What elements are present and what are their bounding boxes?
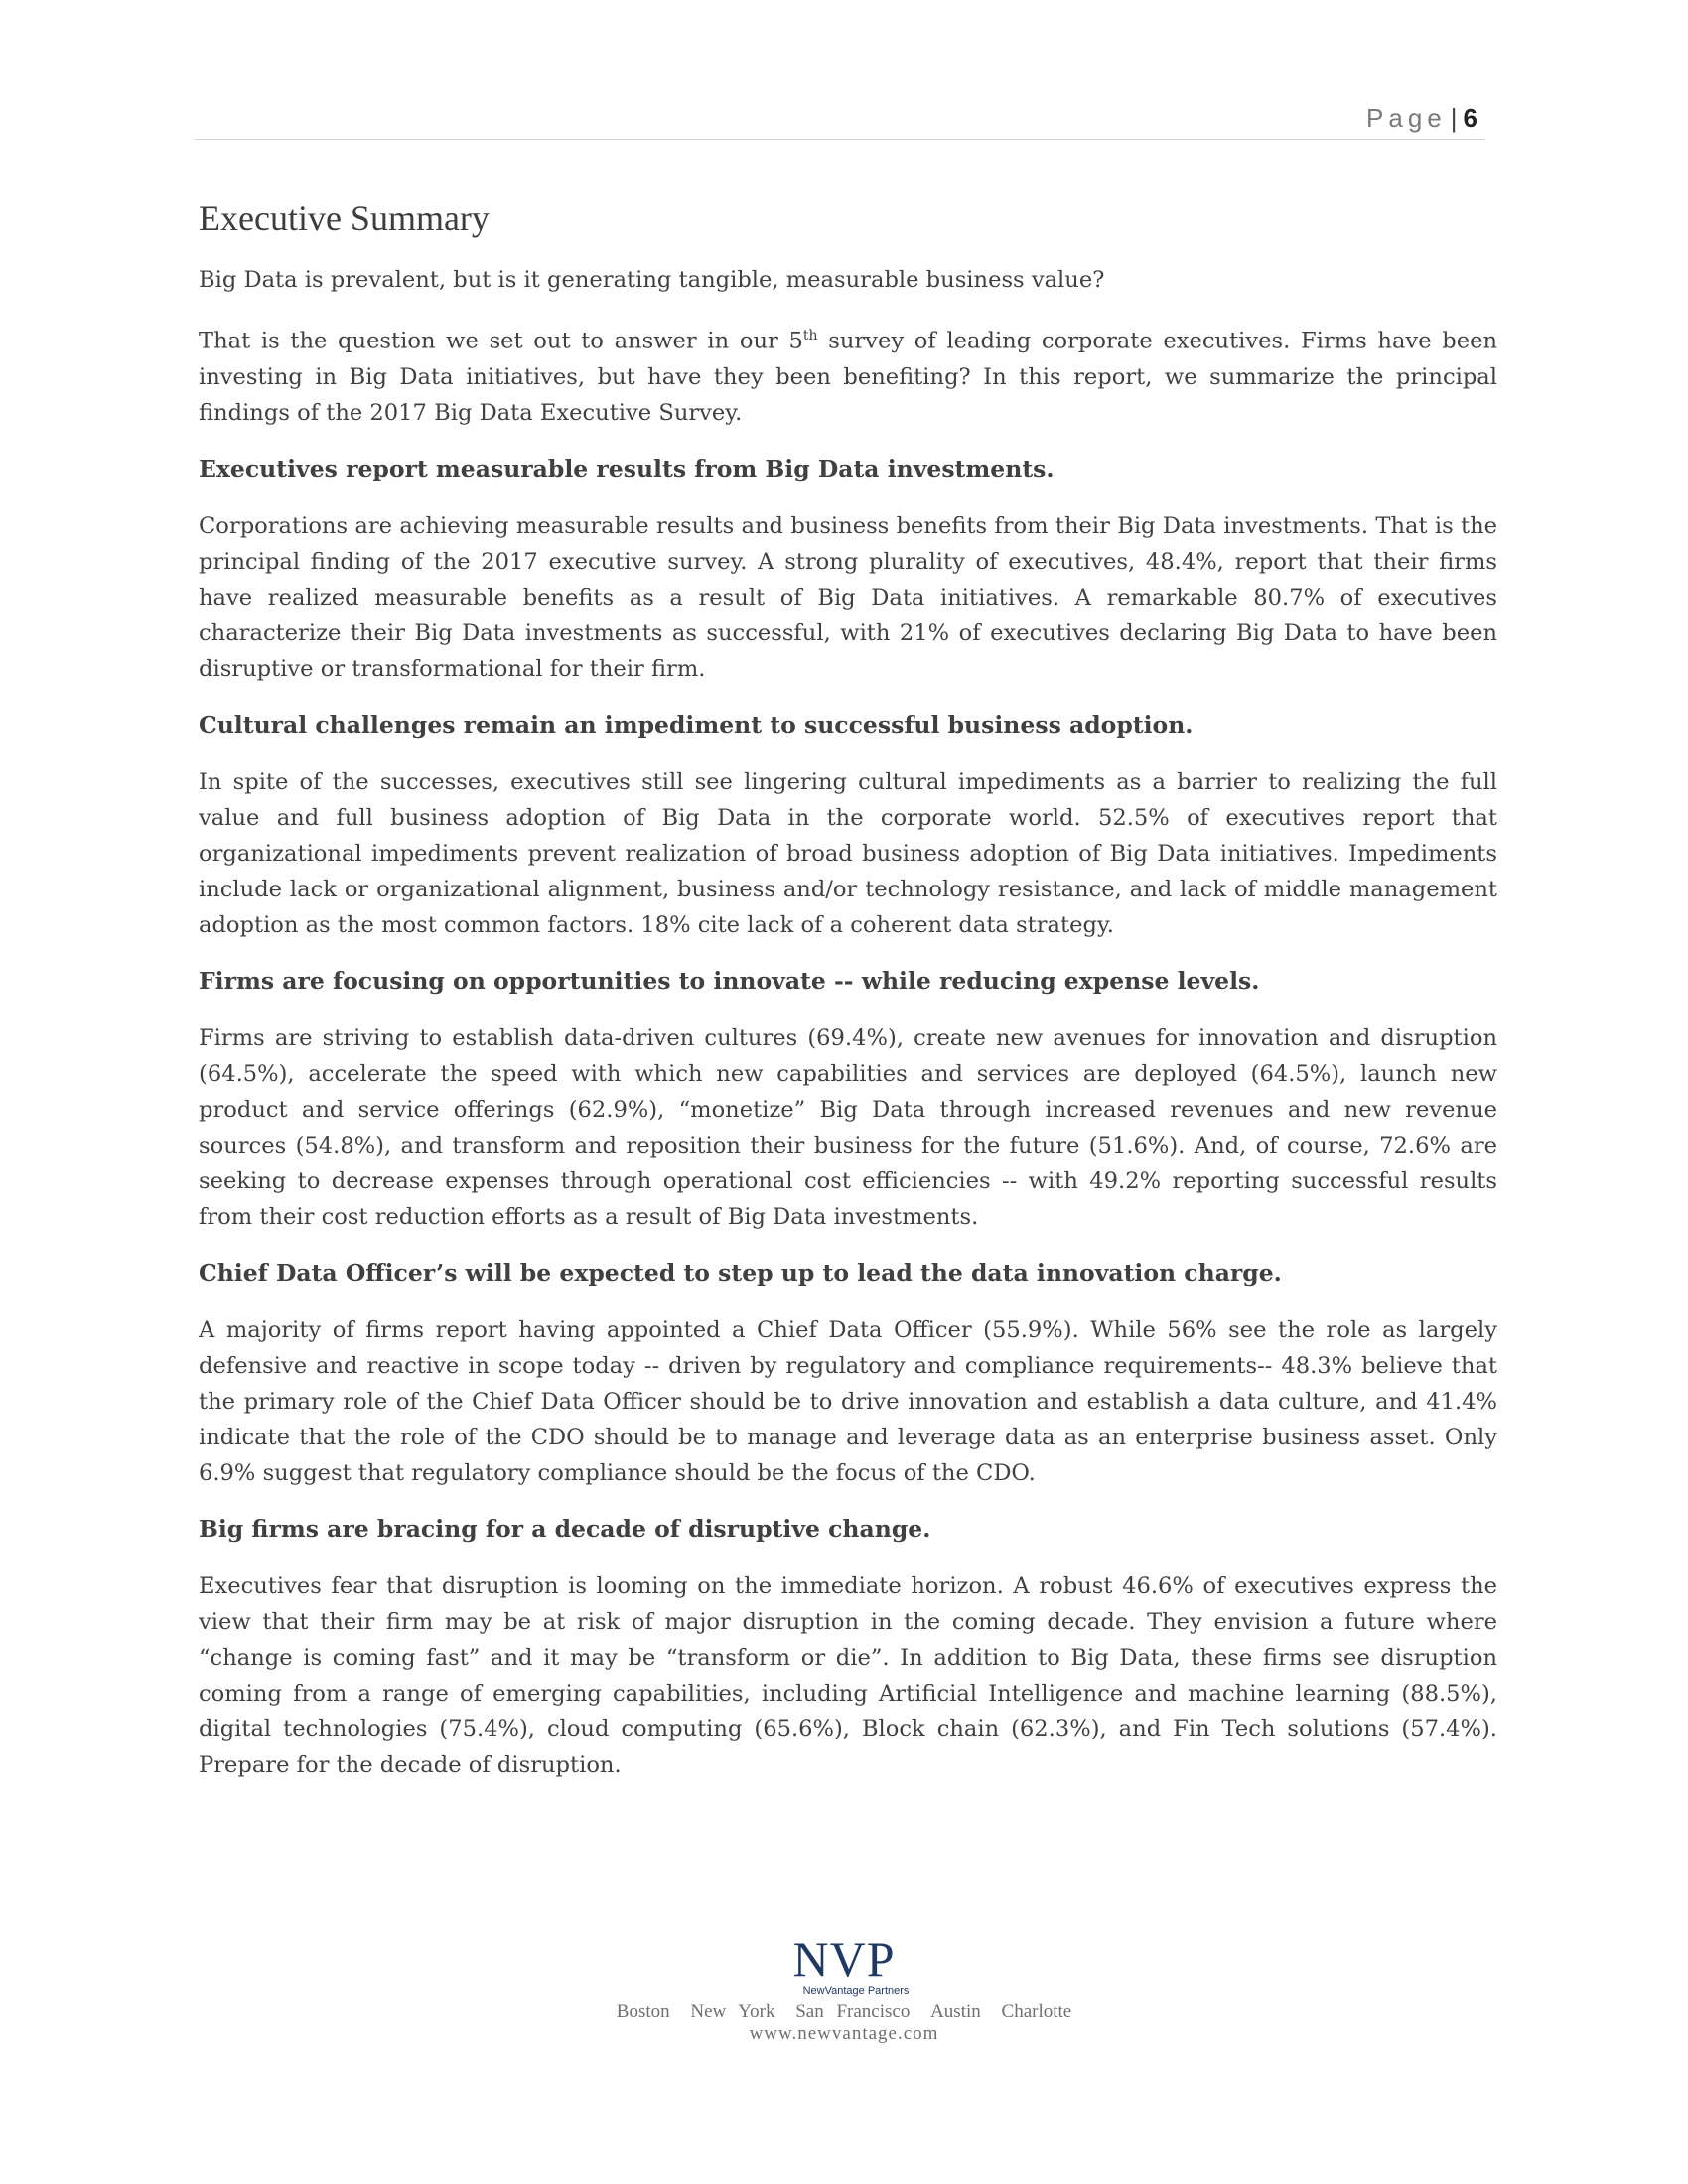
section-body: Executives fear that disruption is looming on the immediate horizon. A robust 46.6% of executives express the view that their firm may be at risk of major disruption in the coming decade. They envision a future where “change is coming fast” and it may be “transform or die”. In addition to Big Data, these firms see disruption coming from a range of emerging capabilities, including Artificial Intelligence and machine learning (88.5%), digital technologies (75.4%), cloud computing (65.6%), Block chain (62.3%), and Fin Tech solutions (57.4%). Prepare for the decade of disruption. <box>199 1572 1497 1778</box>
section-body: Corporations are achieving measurable results and business benefits from their Big Data investments. That is the principal finding of the 2017 executive survey. A strong plurality of executives, 48.4%, report that their firms have realized measurable benefits as a result of Big Data initiatives. A remarkable 80.7% of executives characterize their Big Data investments as successful, with 21% of executives declaring Big Data to have been disruptive or transformational for their firm. <box>199 512 1497 682</box>
section-heading: Firms are focusing on opportunities to innovate -- while reducing expense levels. <box>199 966 1260 995</box>
city: Charlotte <box>1001 2001 1072 2022</box>
company-name: NewVantage Partners <box>802 1985 910 1997</box>
page-number-separator: | <box>1450 103 1458 133</box>
city: New York <box>690 2001 775 2022</box>
section-body: In spite of the successes, executives still see lingering cultural impediments as a barrier to realizing the full value and full business adoption of Big Data in the corporate world. 52.5% of executives report that organizational impediments prevent realization of broad business adoption of Big Data initiatives. Impediments include lack or organizational alignment, business and/or technology resistance, and lack of middle management adoption as the most common factors. 18% cite lack of a coherent data strategy. <box>199 768 1497 938</box>
intro-text-before: That is the question we set out to answer in our 5 <box>199 328 803 354</box>
page-number <box>1366 103 1477 134</box>
company-logo: NVP <box>792 1931 896 1986</box>
page-number-value: 6 <box>1463 103 1477 133</box>
section-body: Firms are striving to establish data-driven cultures (69.4%), create new avenues for innovation and disruption (64.5%), accelerate the speed with which new capabilities and services are deployed (64.5%), launch new product and service offerings (62.9%), “monetize” Big Data through increased revenues and new revenue sources (54.8%), and transform and reposition their business for the future (51.6%). And, of course, 72.6% are seeking to decrease expenses through operational cost efficiencies -- with 49.2% reporting successful results from their cost reduction efforts as a result of Big Data investments. <box>199 1024 1497 1230</box>
page-footer <box>0 1931 1688 2045</box>
city: San Francisco <box>795 2001 911 2022</box>
intro-text-after: survey of leading corporate executives. Firms have been investing in Big Data initiatives, but have they been benefiting? In this report, we summarize the principal findings of the 2017 Big Data Executive Survey. <box>199 328 1498 426</box>
section-heading: Big firms are bracing for a decade of disruptive change. <box>199 1514 931 1543</box>
city: Boston <box>616 2001 670 2022</box>
section-heading: Executives report measurable results from Big Data investments. <box>199 454 1055 482</box>
website-url: www.newvantage.com <box>749 2023 939 2044</box>
intro-question: Big Data is prevalent, but is it generating tangible, measurable business value? <box>199 267 1105 293</box>
intro-superscript: th <box>802 328 818 343</box>
section-heading: Chief Data Officer’s will be expected to step up to lead the data innovation charge. <box>199 1258 1282 1287</box>
section-body: A majority of firms report having appointed a Chief Data Officer (55.9%). While 56% see the role as largely defensive and reactive in scope today -- driven by regulatory and compliance requirements-- 48.3% believe that the primary role of the Chief Data Officer should be to drive innovation and establish a data culture, and 41.4% indicate that the role of the CDO should be to manage and leverage data as an enterprise business asset. Only 6.9% suggest that regulatory compliance should be the focus of the CDO. <box>199 1316 1497 1486</box>
office-cities <box>0 2001 1688 2023</box>
city: Austin <box>930 2001 981 2022</box>
page-header <box>195 103 1485 140</box>
document-body <box>199 195 1497 1803</box>
section-heading: Cultural challenges remain an impediment to successful business adoption. <box>199 710 1194 739</box>
intro-paragraph <box>199 318 1497 431</box>
page-label: Page <box>1366 103 1447 133</box>
page-title: Executive Summary <box>199 199 490 238</box>
